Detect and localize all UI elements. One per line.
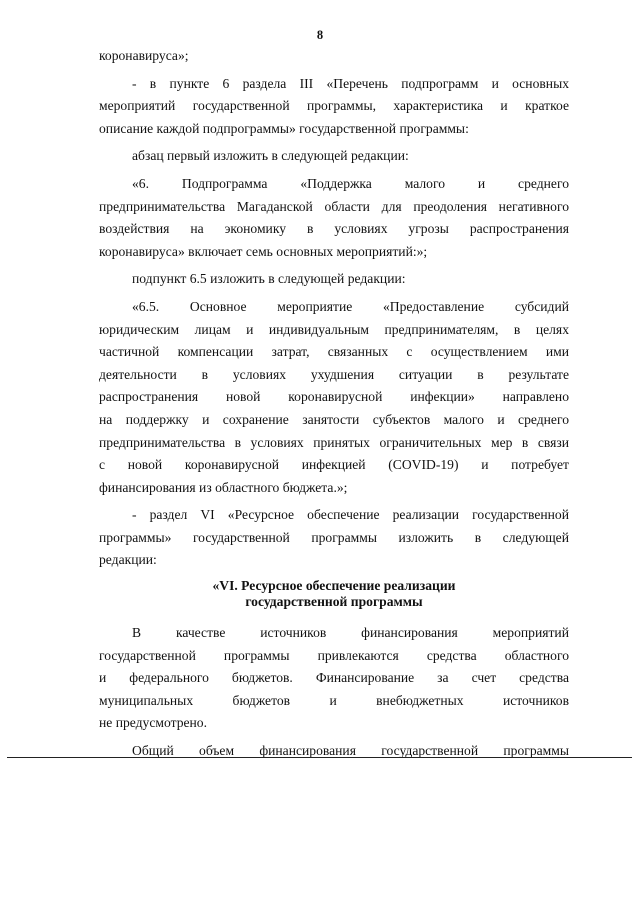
text-line: коронавируса»; [99,48,189,63]
text-line: подпункт 6.5 изложить в следующей редакции: [132,271,406,287]
text-line: В качестве источников финансирования мероприятий [132,625,569,641]
page-divider [7,757,632,758]
text-line: коронавируса» включает семь основных мероприятий:»; [99,243,428,259]
heading-line: государственной программы [245,594,423,610]
page-number: 8 [316,28,324,42]
text-line: и федерального бюджетов. Финансирование за счет средства [99,670,569,686]
text-line: Общий объем финансирования государственной программы [132,743,569,759]
text-line: государственной программы привлекаются средства областного [99,647,569,663]
text-line: - раздел VI «Ресурсное обеспечение реализации государственной [132,507,569,523]
text-line: предпринимательства в условиях принятых ограничительных мер в связи [99,434,569,450]
text-line: распространения новой коронавирусной инфекции» направлено [99,389,569,405]
heading-line: «VI. Ресурсное обеспечение реализации [212,578,456,594]
text-line: - в пункте 6 раздела III «Перечень подпрограмм и основных [132,75,569,91]
text-line: мероприятий государственной программы, характеристика и краткое [99,98,569,114]
text-line: финансирования из областного бюджета.»; [99,479,348,495]
text-line: частичной компенсации затрат, связанных с осуществлением ими [99,344,569,360]
text-line: абзац первый изложить в следующей редакции: [132,148,409,164]
text-line: программы» государственной программы изложить в следующей [99,529,569,545]
text-line: юридическим лицам и индивидуальным предпринимателям, в целях [99,321,569,337]
text-line: «6.5. Основное мероприятие «Предоставление субсидий [132,298,569,314]
text-line: на поддержку и сохранение занятости субъектов малого и среднего [99,411,569,427]
text-line: деятельности в условиях ухудшения ситуации в результате [99,366,569,382]
text-line: описание каждой подпрограммы» государственной программы: [99,120,469,136]
text-line: с новой коронавирусной инфекцией (COVID-19) и потребует [99,457,569,473]
document-body [99,45,569,763]
text-line: редакции: [99,552,157,568]
text-line: муниципальных бюджетов и внебюджетных источников [99,692,569,708]
text-line: не предусмотрено. [99,715,208,731]
text-line: воздействия на экономику в условиях угрозы распространения [99,221,569,237]
section-heading [99,578,569,610]
text-line: «6. Подпрограмма «Поддержка малого и среднего [132,175,569,191]
text-line: предпринимательства Магаданской области для преодоления негативного [99,198,569,214]
